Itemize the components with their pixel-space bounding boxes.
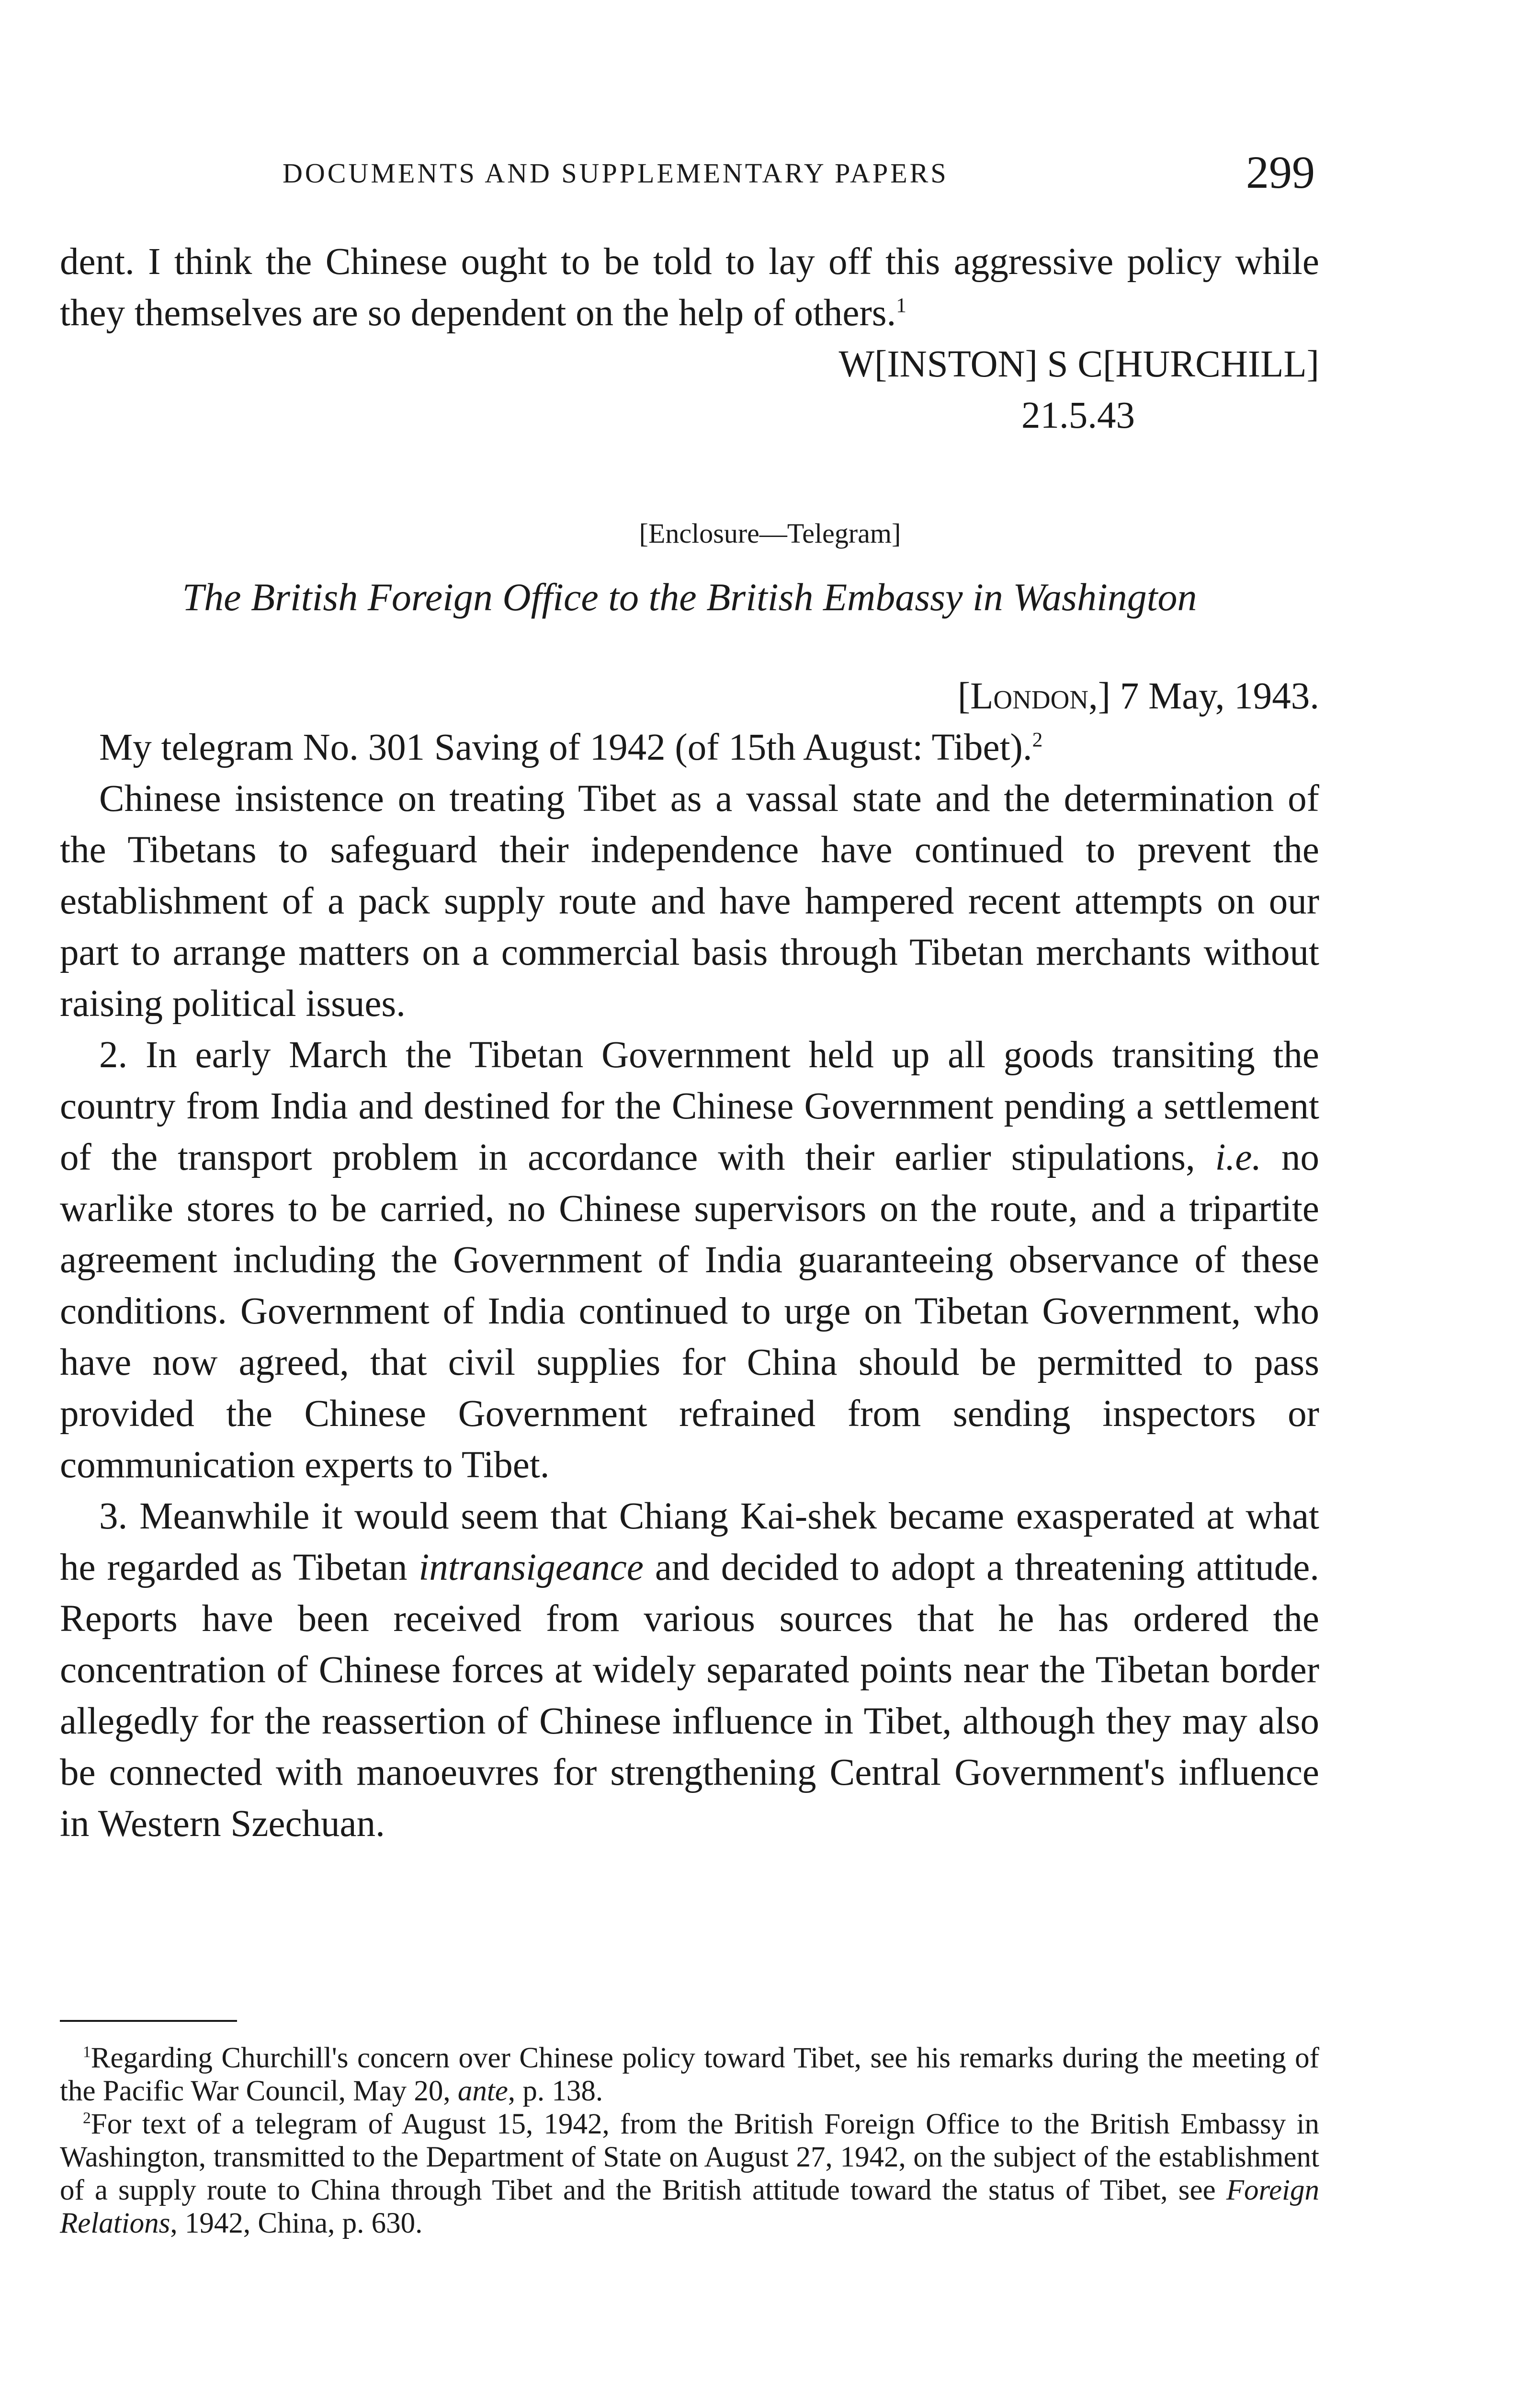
footnote-1-number: 1 [83,2043,91,2061]
running-head: DOCUMENTS AND SUPPLEMENTARY PAPERS [283,158,949,189]
paragraph-2 [60,1029,1319,1491]
footnote-2-start: For text of a telegram of August 15, 1942, from the British Foreign Office to the British Embassy in Washington, transmitted to the Department of State on August 27, 1942, on the subject of the establishment of a supply route to China through Tibet and the British attitude toward the status of Tibet, see [60,2108,1319,2206]
footnote-2-italic: Foreign Relations [60,2174,1320,2239]
enclosure-label: [Enclosure—Telegram] [639,518,901,549]
telegram-dateline [60,671,1319,722]
page-number: 299 [1246,147,1315,198]
page-header [283,147,1315,205]
signature-date: 21.5.43 [1021,395,1135,436]
footnote-2-number: 2 [83,2109,91,2127]
footnote-1-start: Regarding Churchill's concern over Chinese policy toward Tibet, see his remarks during the meeting of the Pacific War Council, May 20, [60,2042,1319,2107]
telegram-reference [60,722,1319,773]
footnote-2-end: , 1942, China, p. 630. [170,2207,423,2239]
dateline-place: [London,] [957,675,1111,717]
letter-text: dent. I think the Chinese ought to be told to lay off this aggressive policy while they themselves are so dependent on the help of others. [60,241,1319,334]
signature-name: W[INSTON] S C[HURCHILL] [838,343,1319,385]
footnote-1-ante: ante [457,2075,508,2107]
dateline-date: 7 May, 1943. [1110,675,1319,717]
footnotes [60,2041,1319,2240]
paragraph-3-italic: intransigeance [419,1547,644,1588]
paragraph-2-ie: i.e. [1215,1137,1262,1178]
paragraph-2-end: no warlike stores to be carried, no Chinese supervisors on the route, and a tripartite agreement including the Government of India guaranteeing observance of these conditions. Government of India continued to urge on Tibetan Government, who have now agreed, that civil supplies for China should be permitted to pass provided the Chinese Government refrained from sending inspectors or communication experts to Tibet. [60,1137,1319,1486]
footnote-ref-1: 1 [896,294,906,317]
letter-paragraph [60,236,1319,339]
paragraph-3-end: and decided to adopt a threatening attitude. Reports have been received from various sources that he has ordered the concentration of Chinese forces at widely separated points near the Tibetan border allegedly for the reassertion of Chinese influence in Tibet, although they may also be connected with manoeuvres for strengthening Central Government's influence in Western Szechuan. [60,1547,1320,1845]
footnote-2 [60,2108,1319,2240]
footnote-divider [60,2020,237,2022]
reference-text: My telegram No. 301 Saving of 1942 (of 15th August: Tibet). [99,727,1032,768]
footnote-ref-2: 2 [1032,728,1043,752]
letter-ending [60,236,1319,441]
footnote-1-end: , p. 138. [508,2075,603,2107]
footnote-1 [60,2041,1319,2108]
paragraph-3-start: 3. Meanwhile it would seem that Chiang Kai-shek became exasperated at what he regarded as Tibetan [60,1495,1319,1588]
telegram-title: The British Foreign Office to the British Embassy in Washington [182,575,1197,619]
paragraph-1: Chinese insistence on treating Tibet as a vassal state and the determination of the Tibetans to safeguard their independence have continued to prevent the establishment of a pack supply route and have hampered recent attempts on our part to arrange matters on a commercial basis through Tibetan merchants without raising political issues. [60,778,1319,1025]
paragraph-3 [60,1491,1319,1849]
telegram-body [60,671,1319,1849]
paragraph-2-start: 2. In early March the Tibetan Government held up all goods transiting the country from India and destined for the Chinese Government pending a settlement of the transport problem in accordance with their earlier stipulations, [60,1034,1319,1178]
